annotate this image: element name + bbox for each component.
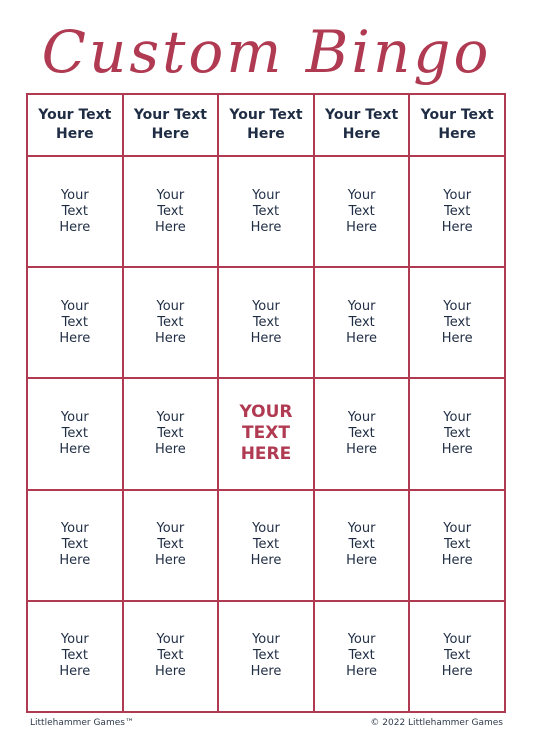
bingo-cell: Your Text Here xyxy=(123,156,219,267)
bingo-cell: Your Text Here xyxy=(409,601,505,712)
header-cell: Your Text Here xyxy=(27,94,123,156)
footer-brand: Littlehammer Games™ xyxy=(30,718,134,728)
bingo-cell: Your Text Here xyxy=(123,490,219,601)
bingo-cell: Your Text Here xyxy=(27,378,123,489)
bingo-cell: Your Text Here xyxy=(314,490,410,601)
bingo-cell: Your Text Here xyxy=(314,267,410,378)
bingo-cell: Your Text Here xyxy=(123,378,219,489)
bingo-cell: Your Text Here xyxy=(218,601,314,712)
bingo-cell: Your Text Here xyxy=(314,156,410,267)
footer-copyright: © 2022 Littlehammer Games xyxy=(370,718,503,728)
bingo-cell: Your Text Here xyxy=(409,378,505,489)
header-cell: Your Text Here xyxy=(314,94,410,156)
bingo-cell: Your Text Here xyxy=(218,156,314,267)
bingo-grid xyxy=(26,93,506,713)
bingo-cell: Your Text Here xyxy=(314,378,410,489)
bingo-cell: Your Text Here xyxy=(314,601,410,712)
bingo-cell: Your Text Here xyxy=(123,267,219,378)
header-cell: Your Text Here xyxy=(218,94,314,156)
header-cell: Your Text Here xyxy=(123,94,219,156)
bingo-cell: Your Text Here xyxy=(409,267,505,378)
bingo-title: Custom Bingo xyxy=(41,18,492,86)
bingo-cell: Your Text Here xyxy=(27,490,123,601)
bingo-cell: Your Text Here xyxy=(27,267,123,378)
free-space-cell: YOUR TEXT HERE xyxy=(218,378,314,489)
bingo-cell: Your Text Here xyxy=(27,601,123,712)
bingo-cell: Your Text Here xyxy=(409,156,505,267)
bingo-cell: Your Text Here xyxy=(409,490,505,601)
header-cell: Your Text Here xyxy=(409,94,505,156)
bingo-cell: Your Text Here xyxy=(218,490,314,601)
bingo-cell: Your Text Here xyxy=(123,601,219,712)
bingo-cell: Your Text Here xyxy=(27,156,123,267)
bingo-cell: Your Text Here xyxy=(218,267,314,378)
